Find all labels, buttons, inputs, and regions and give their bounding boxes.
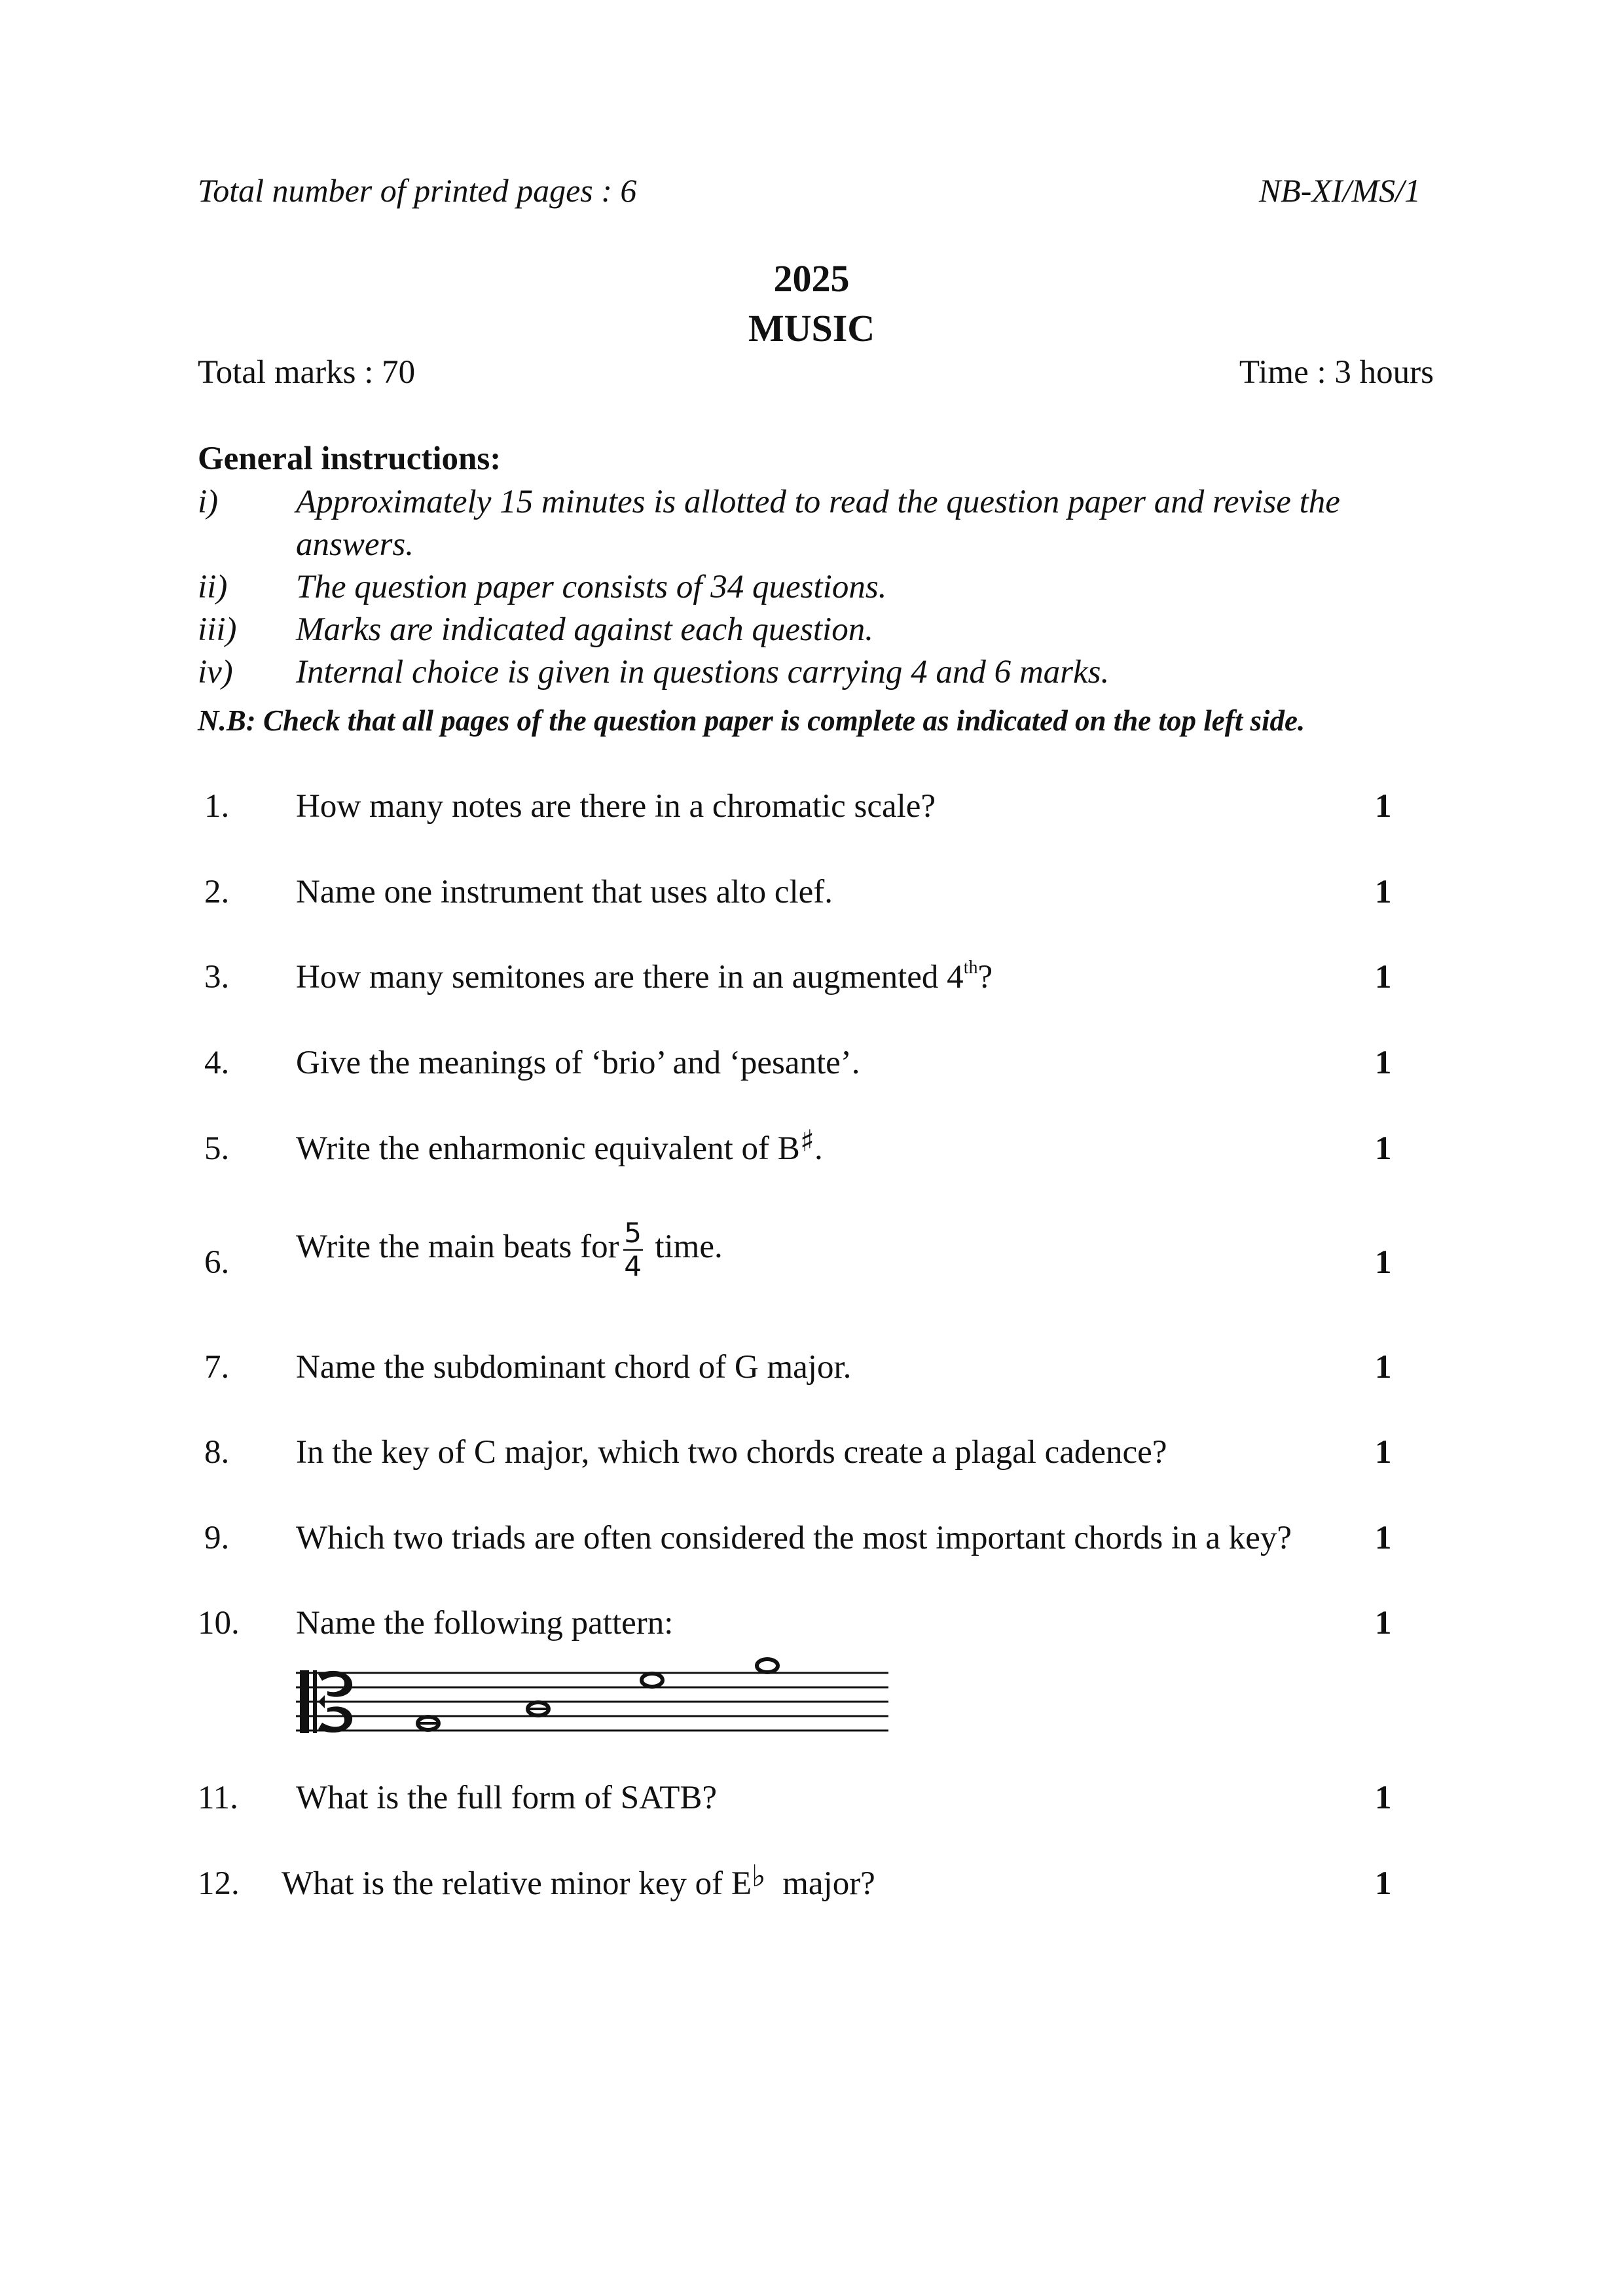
- question-number: 10.: [198, 1605, 240, 1641]
- question-number: 7.: [204, 1349, 230, 1386]
- question-text-end: ?: [977, 959, 993, 996]
- question-text: [296, 1219, 723, 1281]
- exam-subject: MUSIC: [748, 307, 875, 350]
- question-text: Name one instrument that uses alto clef.: [296, 874, 833, 910]
- question-number: 12.: [198, 1865, 240, 1902]
- question-marks: 1: [1375, 874, 1392, 910]
- question-marks: 1: [1375, 1434, 1392, 1471]
- question-marks: 1: [1375, 1130, 1392, 1167]
- whole-note: [642, 1674, 663, 1687]
- question-marks: 1: [1375, 1865, 1392, 1902]
- instruction-number: iii): [198, 611, 237, 648]
- question-text: Give the meanings of ‘brio’ and ‘pesante’.: [296, 1045, 860, 1081]
- question-marks: 1: [1375, 1349, 1392, 1386]
- exam-time: Time : 3 hours: [1239, 354, 1434, 391]
- question-text-end: time.: [646, 1229, 723, 1266]
- instruction-number: iv): [198, 654, 233, 691]
- question-number: 9.: [204, 1520, 230, 1556]
- question-text: Name the subdominant chord of G major.: [296, 1349, 852, 1386]
- question-marks: 1: [1375, 788, 1392, 825]
- question-text-end: .: [814, 1130, 823, 1167]
- exam-year: 2025: [773, 257, 850, 300]
- question-number: 6.: [204, 1244, 230, 1281]
- question-text-end: major?: [765, 1865, 875, 1902]
- question-text: Which two triads are often considered the most important chords in a key?: [296, 1520, 1292, 1556]
- question-marks: 1: [1375, 1605, 1392, 1641]
- time-signature-top: 5: [624, 1217, 642, 1249]
- paper-code: NB-XI/MS/1: [1258, 172, 1421, 209]
- question-marks: 1: [1375, 1045, 1392, 1081]
- instruction-number: ii): [198, 569, 228, 605]
- question-marks: 1: [1375, 1780, 1392, 1816]
- instruction-text: The question paper consists of 34 questions.: [296, 569, 887, 605]
- instruction-text: Approximately 15 minutes is allotted to read the question paper and revise the: [296, 484, 1340, 520]
- question-number: 11.: [198, 1780, 238, 1816]
- question-text: [296, 958, 993, 996]
- time-signature-bottom: 4: [624, 1250, 642, 1282]
- question-text: What is the full form of SATB?: [296, 1780, 718, 1816]
- question-marks: 1: [1375, 959, 1392, 996]
- time-signature: [623, 1219, 643, 1281]
- whole-note: [757, 1659, 778, 1672]
- instructions-heading: General instructions:: [198, 440, 501, 477]
- question-number: 3.: [204, 959, 230, 996]
- question-number: 8.: [204, 1434, 230, 1471]
- question-text: How many notes are there in a chromatic scale?: [296, 788, 936, 825]
- flat-icon: ♭: [752, 1858, 766, 1893]
- question-number: 1.: [204, 788, 230, 825]
- question-text: Name the following pattern:: [296, 1605, 674, 1641]
- question-number: 4.: [204, 1045, 230, 1081]
- total-marks: Total marks : 70: [198, 354, 416, 391]
- instruction-number: i): [198, 484, 219, 520]
- instruction-text: Marks are indicated against each question.: [296, 611, 873, 648]
- question-text-main: Write the enharmonic equivalent of B: [296, 1130, 800, 1167]
- music-staff: [296, 1649, 892, 1741]
- question-text: [296, 1123, 823, 1168]
- question-text-main: What is the relative minor key of E: [282, 1865, 752, 1902]
- printed-pages-line: Total number of printed pages : 6: [198, 172, 637, 209]
- whole-notes: [418, 1659, 778, 1730]
- question-text-main: Write the main beats for: [296, 1229, 619, 1266]
- instruction-text-continued: answers.: [296, 526, 414, 563]
- question-text: In the key of C major, which two chords create a plagal cadence?: [296, 1434, 1167, 1471]
- question-marks: 1: [1375, 1520, 1392, 1556]
- instructions-note: N.B: Check that all pages of the question paper is complete as indicated on the top left side.: [198, 704, 1305, 737]
- question-text: [282, 1858, 875, 1903]
- question-marks: 1: [1375, 1244, 1392, 1281]
- sharp-icon: ♯: [799, 1123, 815, 1158]
- ordinal-suffix: th: [963, 958, 978, 978]
- instruction-text: Internal choice is given in questions carrying 4 and 6 marks.: [296, 654, 1110, 691]
- question-text-main: How many semitones are there in an augmented 4: [296, 959, 964, 996]
- question-number: 5.: [204, 1130, 230, 1167]
- question-number: 2.: [204, 874, 230, 910]
